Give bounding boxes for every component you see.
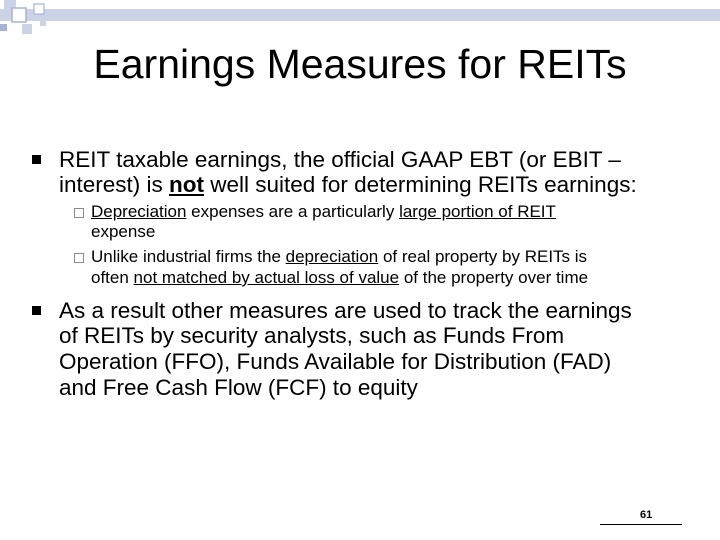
page-number: 61 — [640, 509, 653, 521]
bullet-text-line: and Free Cash Flow (FCF) to equity — [59, 375, 418, 400]
emphasis-not: not — [169, 172, 205, 197]
bullet-text-line: REIT taxable earnings, the official GAAP EBT (or EBIT – — [59, 147, 621, 172]
subbullet-text-line: often not matched by actual loss of value of the property over time — [91, 268, 589, 287]
deco-square — [40, 20, 46, 26]
deco-square — [0, 24, 7, 31]
header-band — [0, 9, 720, 21]
deco-square — [34, 4, 44, 14]
square-bullet-icon — [32, 155, 41, 164]
checkbox-bullet-icon — [74, 208, 84, 218]
square-bullet-icon — [32, 306, 41, 315]
bullet-text-line: of REITs by security analysts, such as Funds From — [59, 323, 565, 348]
bullet-text-line: interest) is not well suited for determining REITs earnings: — [59, 172, 637, 197]
bullet-text-line: Operation (FFO), Funds Available for Distribution (FAD) — [59, 349, 612, 374]
subbullet-text-line: expense — [91, 222, 156, 241]
bullet-text-line: As a result other measures are used to track the earnings — [59, 298, 632, 323]
deco-square — [22, 24, 32, 34]
subbullet-text-line: Depreciation expenses are a particularly large portion of REIT — [91, 202, 556, 221]
slide-title: Earnings Measures for REITs — [93, 41, 627, 87]
subbullet-text-line: Unlike industrial firms the depreciation of real property by REITs is — [91, 247, 588, 266]
header-decoration — [0, 0, 720, 40]
deco-square — [12, 8, 26, 22]
footer-rule — [600, 524, 682, 525]
checkbox-bullet-icon — [74, 253, 84, 263]
